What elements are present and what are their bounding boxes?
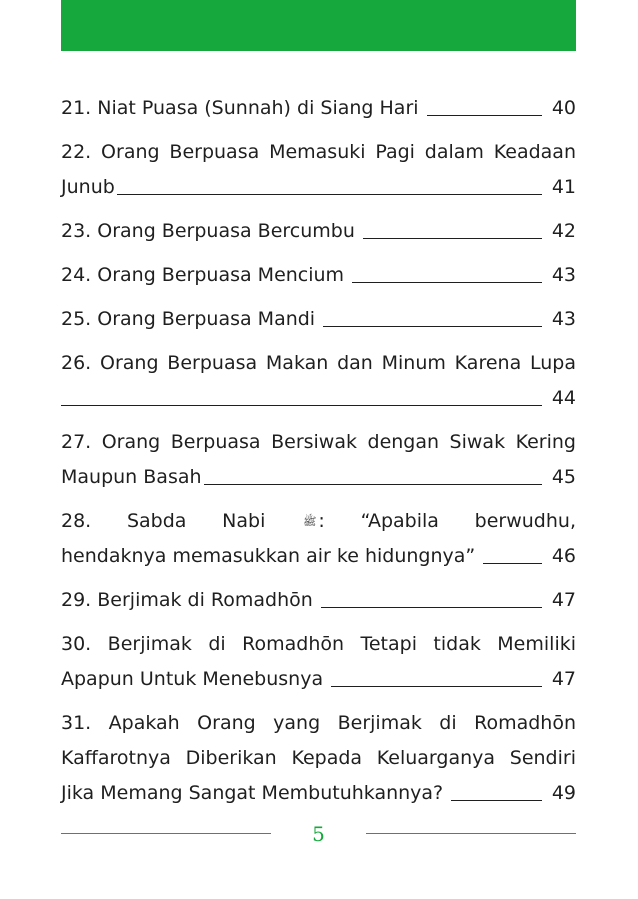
toc-page-number: 43	[551, 264, 576, 286]
dotted-leader	[204, 483, 542, 485]
toc-entry-21[interactable]	[61, 91, 576, 126]
toc-entry-23[interactable]	[61, 214, 576, 249]
dotted-leader	[331, 685, 542, 687]
toc-page-number: 45	[551, 466, 576, 488]
toc-entry-title: 25. Orang Berpuasa Mandi	[61, 308, 316, 330]
dotted-leader	[483, 562, 542, 564]
toc-entry-title-cont: Kaffarotnya Diberikan Kepada Keluarganya Sendiri	[61, 747, 576, 769]
dotted-leader	[321, 606, 542, 608]
toc-page-number: 41	[551, 176, 576, 198]
toc-entry-title-cont: Jika Memang Sangat Membutuhkannya?	[61, 782, 444, 804]
toc-page-number: 47	[551, 668, 576, 690]
toc-entry-25[interactable]	[61, 302, 576, 337]
dotted-leader	[427, 114, 542, 116]
toc-page-number: 40	[551, 97, 576, 119]
toc-page-number: 46	[551, 545, 576, 567]
page-number: 5	[312, 822, 325, 846]
salawat-calligraphy-icon: ﷺ	[303, 515, 317, 528]
toc-entry-26[interactable]	[61, 346, 576, 416]
toc-page-number: 44	[551, 387, 576, 409]
toc-entry-title: 24. Orang Berpuasa Mencium	[61, 264, 345, 286]
toc-page-number: 43	[551, 308, 576, 330]
toc-entry-30[interactable]	[61, 627, 576, 697]
toc-entry-title: 30. Berjimak di Romadhōn Tetapi tidak Memiliki	[61, 633, 576, 655]
toc-entry-27[interactable]	[61, 425, 576, 495]
dotted-leader	[117, 193, 542, 195]
toc-entry-title-cont: Maupun Basah	[61, 466, 202, 488]
toc-page-number: 49	[551, 782, 576, 804]
toc-entry-title-cont: Junub	[61, 176, 115, 198]
toc-entry-title: 21. Niat Puasa (Sunnah) di Siang Hari	[61, 97, 419, 119]
toc-entry-title: 26. Orang Berpuasa Makan dan Minum Karena Lupa	[61, 352, 576, 374]
toc-entry-title: 31. Apakah Orang yang Berjimak di Romadhōn	[61, 712, 576, 734]
dotted-leader	[61, 404, 542, 406]
toc-entry-title-cont: Apapun Untuk Menebusnya	[61, 668, 324, 690]
dotted-leader	[323, 325, 542, 327]
toc-entry-29[interactable]	[61, 583, 576, 618]
toc-entry-title: 27. Orang Berpuasa Bersiwak dengan Siwak Kering	[61, 431, 576, 453]
toc-entry-22[interactable]	[61, 135, 576, 205]
toc-entry-title: 29. Berjimak di Romadhōn	[61, 589, 313, 611]
toc-entry-title: 23. Orang Berpuasa Bercumbu	[61, 220, 355, 242]
toc-entry-31[interactable]	[61, 706, 576, 811]
dotted-leader	[363, 237, 542, 239]
toc-entry-title-part2: : “Apabila berwudhu,	[318, 510, 576, 532]
toc-page-number: 42	[551, 220, 576, 242]
toc-entry-title-cont: hendaknya memasukkan air ke hidungnya”	[61, 545, 476, 567]
table-of-contents	[61, 91, 576, 820]
header-color-band	[61, 0, 576, 51]
dotted-leader	[352, 281, 542, 283]
page-footer	[61, 822, 576, 852]
toc-entry-title-part1: 28. Sabda Nabi	[61, 510, 266, 532]
toc-page-number: 47	[551, 589, 576, 611]
toc-entry-24[interactable]	[61, 258, 576, 293]
toc-entry-title	[61, 504, 576, 539]
toc-entry-title: 22. Orang Berpuasa Memasuki Pagi dalam Keadaan	[61, 141, 576, 163]
footer-rule-right	[366, 833, 576, 834]
toc-entry-28[interactable]	[61, 504, 576, 574]
dotted-leader	[451, 799, 542, 801]
